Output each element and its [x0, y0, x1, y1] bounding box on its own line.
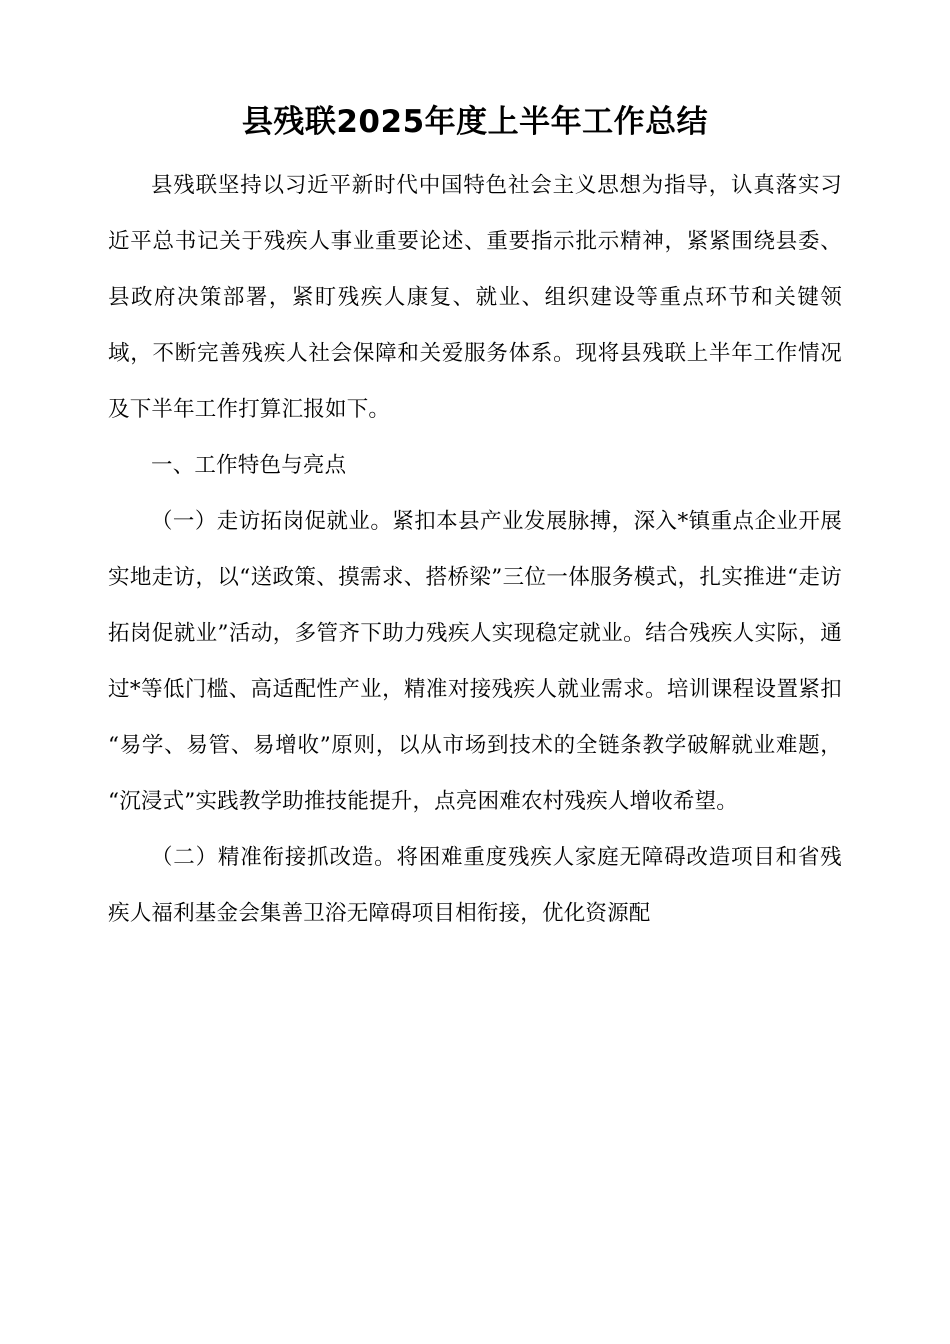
paragraph-subsection-two: （二）精准衔接抓改造。将困难重度残疾人家庭无障碍改造项目和省残疾人福利基金会集善卫浴无障碍项目相衔接，优化资源配	[108, 845, 842, 926]
page-title: 县残联2025年度上半年工作总结	[241, 104, 709, 140]
section-heading-one: 一、工作特色与亮点	[151, 453, 347, 478]
paragraph-subsection-one: （一）走访拓岗促就业。紧扣本县产业发展脉搏，深入*镇重点企业开展实地走访，以“送政策、摸需求、搭桥梁”三位一体服务模式，扎实推进“走访拓岗促就业”活动，多管齐下助力残疾人实现稳定就业。结合残疾人实际，通过*等低门槛、高适配性产业，精准对接残疾人就业需求。培训课程设置紧扣“易学、易管、易增收”原则，以从市场到技术的全链条教学破解就业难题，“沉浸式”实践教学助推技能提升，点亮困难农村残疾人增收希望。	[108, 509, 842, 814]
paragraph-intro: 县残联坚持以习近平新时代中国特色社会主义思想为指导，认真落实习近平总书记关于残疾人事业重要论述、重要指示批示精神，紧紧围绕县委、县政府决策部署，紧盯残疾人康复、就业、组织建设等重点环节和关键领域，不断完善残疾人社会保障和关爱服务体系。现将县残联上半年工作情况及下半年工作打算汇报如下。	[108, 173, 842, 422]
